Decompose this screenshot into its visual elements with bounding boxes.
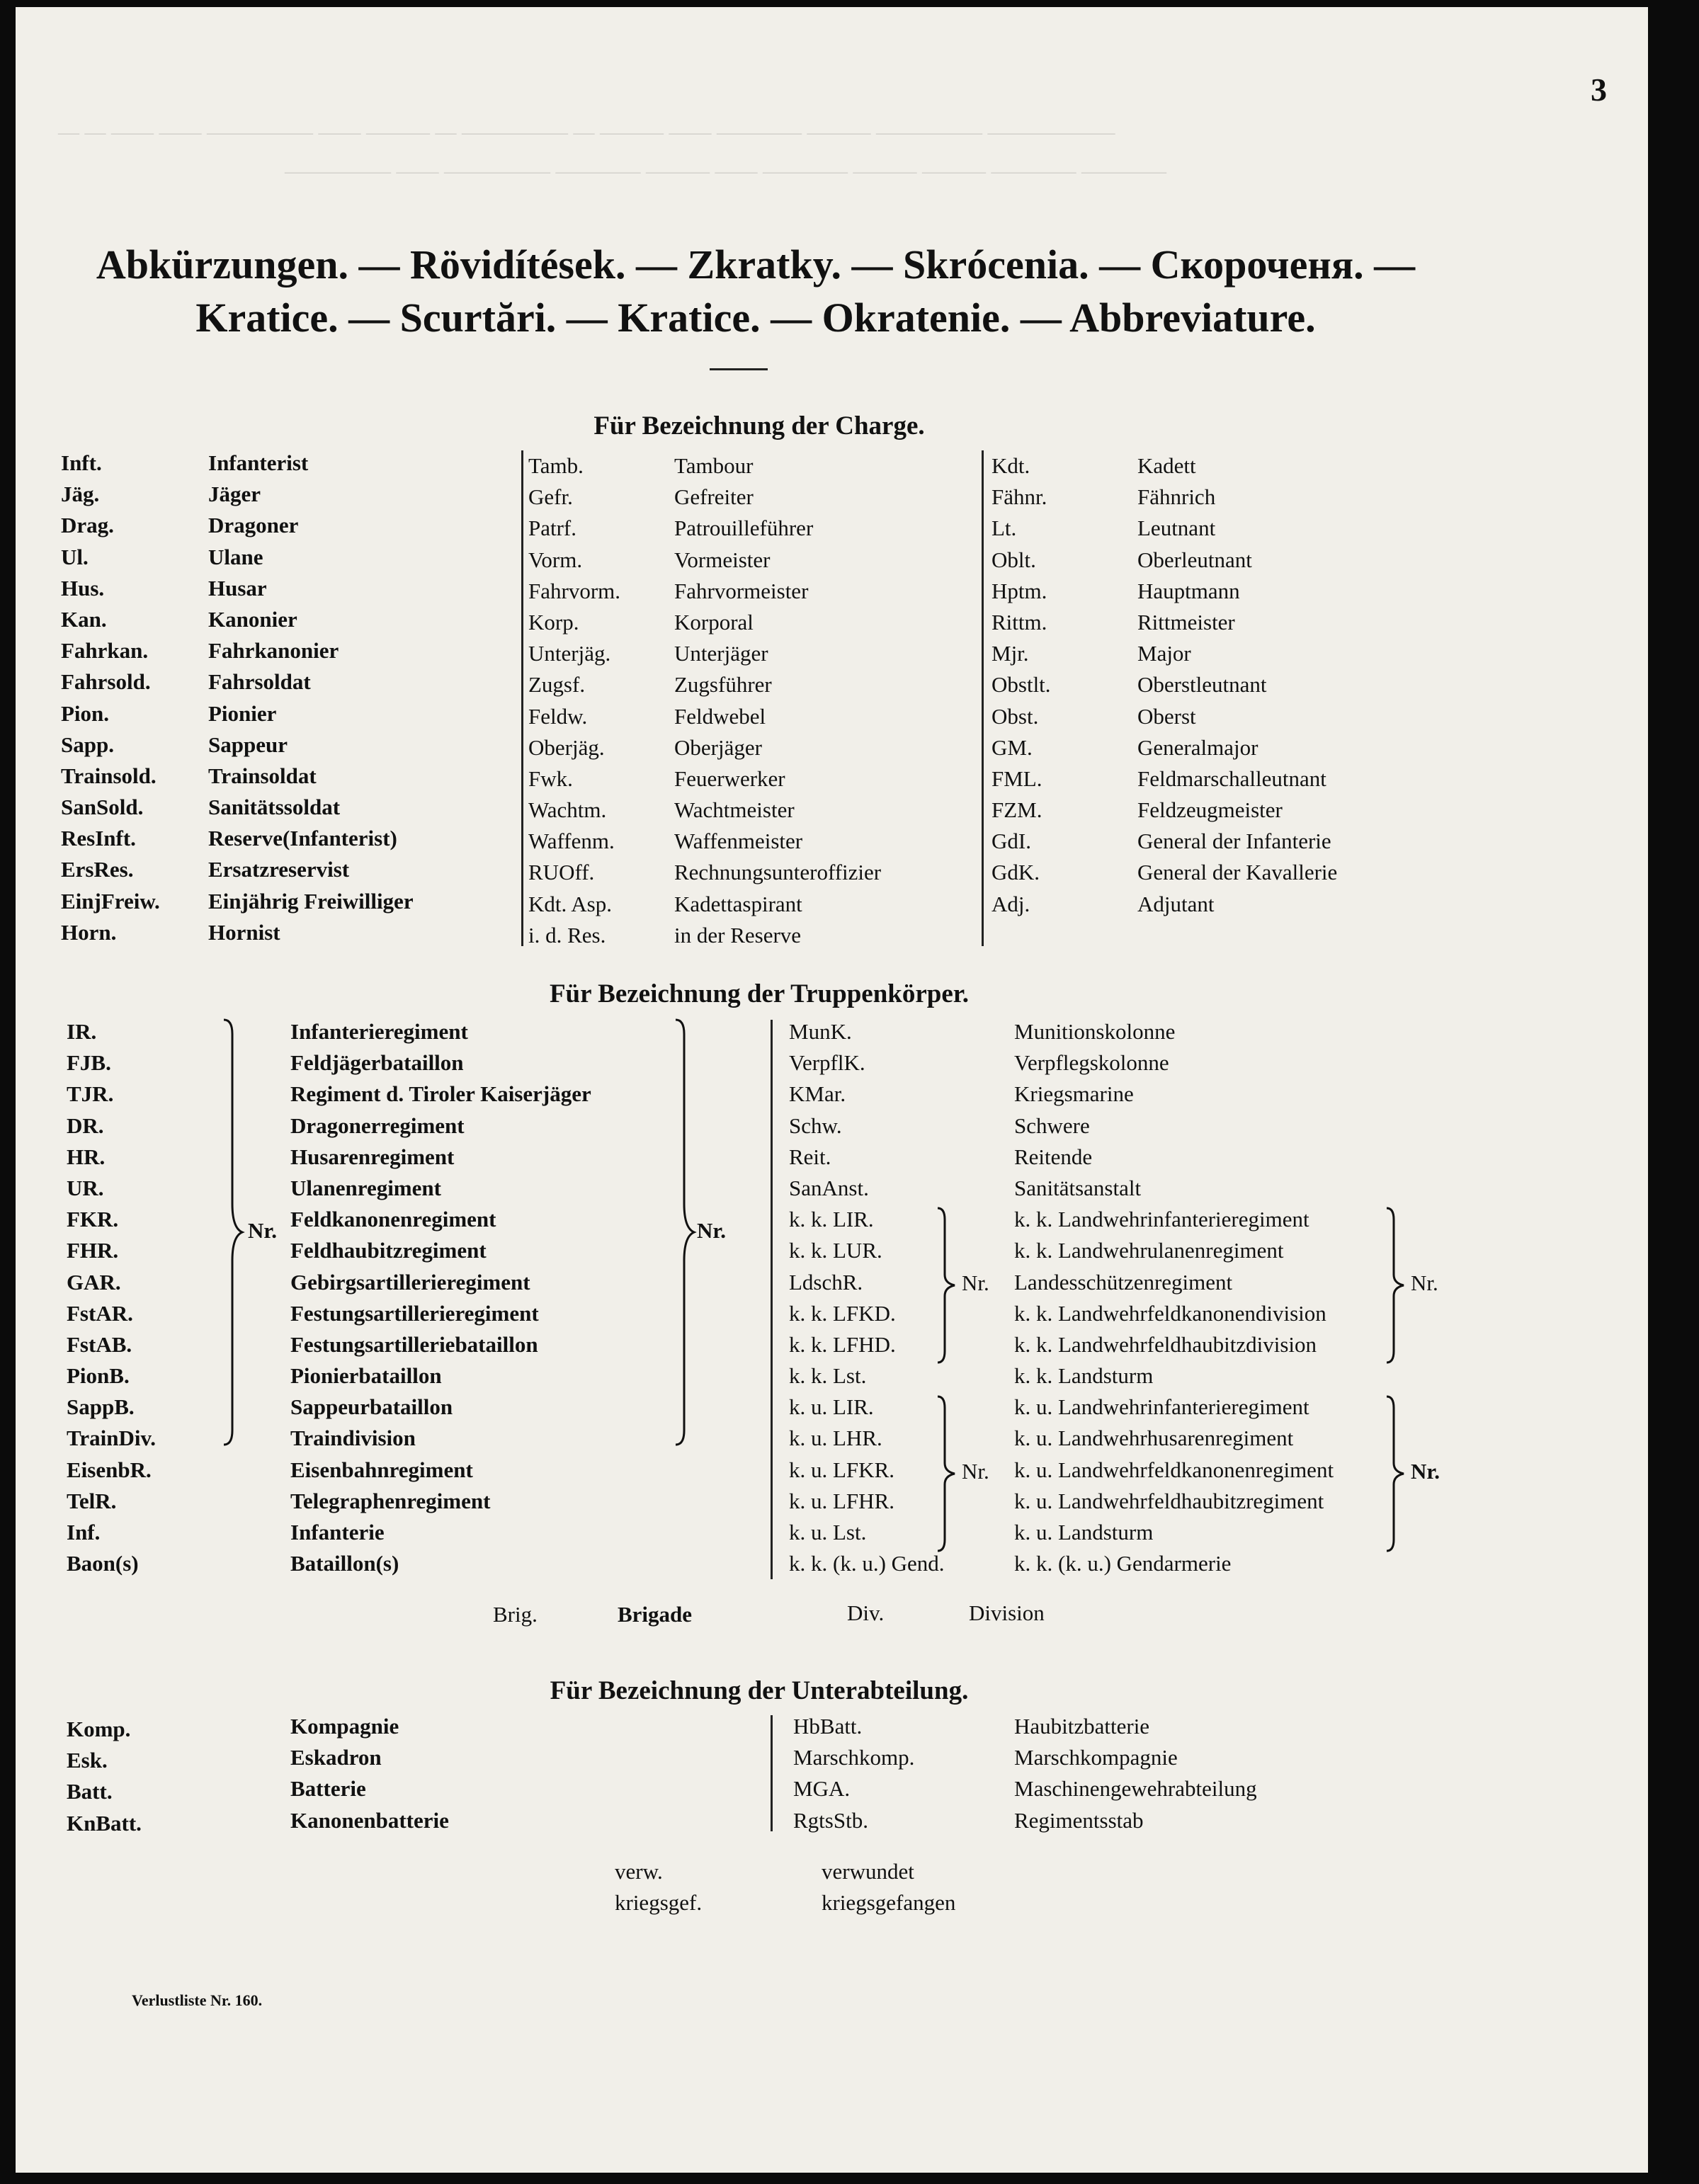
table-cell: Patrf.	[528, 516, 577, 541]
column-divider	[521, 450, 523, 946]
table-cell: Marschkomp.	[793, 1745, 915, 1770]
right-brace	[671, 1018, 700, 1446]
table-cell: Unterjäger	[674, 641, 768, 666]
table-cell: Adj.	[991, 891, 1030, 916]
table-cell: Sappeur	[208, 732, 288, 757]
misc-abbr-col	[615, 1855, 702, 1918]
page	[16, 7, 1648, 2173]
table-cell: Munitionskolonne	[1014, 1019, 1176, 1044]
table-cell: SappB.	[67, 1394, 135, 1420]
table-cell: General der Kavallerie	[1137, 860, 1338, 885]
table-cell: Unterjäg.	[528, 641, 611, 666]
troops-meaning-col-1	[290, 1016, 591, 1579]
table-cell: Reserve(Infanterist)	[208, 826, 397, 851]
nr-label: Nr.	[962, 1459, 989, 1484]
table-cell: Einjährig Freiwilliger	[208, 888, 414, 914]
table-cell: Komp.	[67, 1717, 131, 1741]
meaning-brigade: Brigade	[618, 1602, 693, 1627]
table-cell: VerpflK.	[789, 1050, 865, 1076]
table-cell: FstAB.	[67, 1331, 132, 1357]
table-cell: Infanterieregiment	[290, 1019, 468, 1044]
footer-verlustliste: Verlustliste Nr. 160.	[132, 1991, 263, 2009]
troops-abbr-col-1	[67, 1016, 156, 1579]
table-cell: Sapp.	[61, 732, 114, 757]
table-cell: Korporal	[674, 609, 754, 635]
table-cell: Festungsartillerieregiment	[290, 1300, 539, 1326]
table-cell: Hauptmann	[1137, 578, 1240, 603]
nr-label: Nr.	[1411, 1459, 1441, 1484]
table-cell: Oberst	[1137, 703, 1196, 729]
table-cell: Waffenmeister	[674, 829, 803, 854]
table-cell: MunK.	[789, 1019, 852, 1044]
table-cell: Jäg.	[61, 482, 100, 507]
table-cell: Trainsold.	[61, 763, 157, 788]
table-cell: General der Infanterie	[1137, 829, 1331, 854]
table-cell: Regimentsstab	[1014, 1807, 1144, 1833]
table-cell: Fahrsoldat	[208, 669, 311, 695]
charge-meaning-col-2	[674, 450, 881, 951]
table-cell: Sappeurbataillon	[290, 1394, 453, 1420]
table-cell: Landesschützenregiment	[1014, 1269, 1233, 1295]
table-cell: Major	[1137, 641, 1191, 666]
table-cell: Zugsf.	[528, 672, 586, 698]
table-cell: k. u. Landwehrfeldkanonenregiment	[1014, 1457, 1334, 1482]
table-cell: ErsRes.	[61, 857, 134, 882]
table-cell: EisenbR.	[67, 1457, 152, 1482]
table-cell: k. k. LFHD.	[789, 1331, 896, 1357]
table-cell: Fahrkanonier	[208, 638, 339, 664]
table-cell: Rechnungsunteroffizier	[674, 860, 882, 885]
table-cell: k. k. (k. u.) Gendarmerie	[1014, 1551, 1232, 1576]
table-cell: GAR.	[67, 1269, 121, 1295]
table-cell: UR.	[67, 1175, 104, 1200]
table-cell: k. u. Landwehrinfanterieregiment	[1014, 1394, 1309, 1420]
table-cell: Kdt. Asp.	[528, 891, 612, 916]
table-cell: RUOff.	[528, 860, 595, 885]
table-cell: Mjr.	[991, 641, 1029, 666]
table-cell: Horn.	[61, 919, 117, 945]
table-cell: Fahrsold.	[61, 669, 151, 695]
table-cell: k. k. Lst.	[789, 1363, 867, 1389]
table-cell: Feldw.	[528, 703, 588, 729]
table-cell: Gefreiter	[674, 484, 754, 510]
table-cell: k. u. LFHR.	[789, 1488, 894, 1513]
table-cell: kriegsgefangen	[822, 1890, 956, 1916]
table-cell: i. d. Res.	[528, 922, 606, 948]
table-cell: Wachtmeister	[674, 797, 795, 823]
table-cell: kriegsgef.	[615, 1890, 703, 1916]
table-cell: Kdt.	[991, 453, 1030, 478]
abbr-div: Div.	[847, 1600, 885, 1625]
subunit-abbr-col-1	[67, 1714, 142, 1839]
table-cell: Oberstleutnant	[1137, 672, 1267, 698]
page-number: 3	[1591, 72, 1607, 108]
table-cell: Wachtm.	[528, 797, 607, 823]
table-cell: Oberjäg.	[528, 734, 605, 760]
table-cell: KnBatt.	[67, 1810, 142, 1836]
title-divider	[710, 368, 768, 370]
table-cell: Verpflegskolonne	[1014, 1050, 1169, 1076]
table-cell: Telegraphenregiment	[290, 1488, 491, 1513]
table-cell: GdI.	[991, 829, 1031, 854]
table-cell: Leutnant	[1137, 516, 1216, 541]
table-cell: Kriegsmarine	[1014, 1081, 1134, 1107]
table-cell: Obst.	[991, 703, 1039, 729]
charge-abbr-col-2	[528, 450, 620, 951]
table-cell: Kadettaspirant	[674, 891, 802, 916]
table-cell: Feldkanonenregiment	[290, 1207, 496, 1232]
table-cell: Eisenbahnregiment	[290, 1457, 473, 1482]
table-cell: Kan.	[61, 606, 107, 632]
table-cell: Traindivision	[290, 1426, 416, 1451]
table-cell: k. u. Lst.	[789, 1520, 867, 1545]
table-cell: Reitende	[1014, 1144, 1093, 1169]
table-cell: Inf.	[67, 1520, 101, 1545]
table-cell: KMar.	[789, 1081, 846, 1107]
table-cell: EinjFreiw.	[61, 888, 160, 914]
table-cell: TelR.	[67, 1488, 117, 1513]
brace-landwehr-kk	[933, 1207, 962, 1364]
table-cell: Vorm.	[528, 547, 583, 572]
table-cell: Obstlt.	[991, 672, 1051, 698]
table-cell: Feldhaubitzregiment	[290, 1238, 487, 1263]
troops-abbr-col-2	[789, 1016, 945, 1579]
table-cell: Zugsführer	[674, 672, 772, 698]
table-cell: Eskadron	[290, 1745, 382, 1770]
table-cell: k. u. LHR.	[789, 1426, 882, 1451]
table-cell: Feldmarschalleutnant	[1137, 766, 1326, 791]
table-cell: verw.	[615, 1859, 663, 1884]
table-cell: Oberleutnant	[1137, 547, 1252, 572]
table-cell: Hptm.	[991, 578, 1047, 603]
brace-landwehr-kk-right	[1382, 1207, 1411, 1364]
table-cell: Lt.	[991, 516, 1017, 541]
table-cell: Bataillon(s)	[290, 1551, 399, 1576]
table-cell: Sanitätsanstalt	[1014, 1175, 1142, 1200]
table-cell: DR.	[67, 1113, 104, 1138]
table-cell: Rittmeister	[1137, 609, 1235, 635]
table-cell: Dragonerregiment	[290, 1113, 465, 1138]
table-cell: Kanonier	[208, 606, 297, 632]
table-cell: Oblt.	[991, 547, 1036, 572]
misc-meaning-col	[822, 1855, 955, 1918]
table-cell: Batt.	[67, 1779, 113, 1804]
table-cell: k. k. Landwehrfeldhaubitzdivision	[1014, 1331, 1317, 1357]
nr-label: Nr.	[697, 1218, 727, 1243]
table-cell: TJR.	[67, 1081, 114, 1107]
table-cell: GdK.	[991, 860, 1040, 885]
charge-meaning-col-1	[208, 448, 414, 948]
table-cell: Fahrvormeister	[674, 578, 809, 603]
table-cell: Rittm.	[991, 609, 1047, 635]
table-cell: Dragoner	[208, 513, 299, 538]
table-cell: SanAnst.	[789, 1175, 869, 1200]
table-cell: MGA.	[793, 1776, 851, 1802]
charge-meaning-col-3	[1137, 450, 1337, 920]
section-heading-troops: Für Bezeichnung der Truppenkörper.	[549, 979, 970, 1008]
brace-landwehr-ku	[933, 1395, 962, 1552]
table-cell: Esk.	[67, 1748, 108, 1773]
table-cell: Waffenm.	[528, 829, 615, 854]
nr-label: Nr.	[248, 1218, 278, 1243]
table-cell: Oberjäger	[674, 734, 762, 760]
table-cell: k. u. LFKR.	[789, 1457, 894, 1482]
table-cell: PionB.	[67, 1363, 130, 1389]
table-cell: GM.	[991, 734, 1033, 760]
table-cell: Pionierbataillon	[290, 1363, 442, 1389]
table-cell: Tamb.	[528, 453, 584, 478]
column-divider	[771, 1715, 773, 1831]
table-cell: Ulanenregiment	[290, 1175, 441, 1200]
table-cell: k. k. Landwehrfeldkanonendivision	[1014, 1300, 1326, 1326]
table-cell: Ersatzreservist	[208, 857, 350, 882]
table-cell: Fwk.	[528, 766, 573, 791]
table-cell: ResInft.	[61, 826, 136, 851]
table-cell: HbBatt.	[793, 1714, 863, 1739]
table-cell: Fahrvorm.	[528, 578, 621, 603]
table-cell: Sanitätssoldat	[208, 795, 341, 820]
table-cell: k. k. LFKD.	[789, 1300, 896, 1326]
table-cell: k. k. LUR.	[789, 1238, 882, 1263]
table-cell: RgtsStb.	[793, 1807, 868, 1833]
table-cell: Batterie	[290, 1776, 366, 1802]
table-cell: SanSold.	[61, 795, 144, 820]
subunit-meaning-col-2	[1014, 1711, 1257, 1836]
table-cell: Infanterist	[208, 450, 309, 475]
table-cell: Pion.	[61, 700, 110, 726]
table-cell: k. k. LIR.	[789, 1207, 874, 1232]
table-cell: Gebirgsartillerieregiment	[290, 1269, 530, 1295]
bleed-through-text: ————— —— ————— ———— ——— —— ———— ——— ——— ———— ————	[285, 159, 1166, 183]
table-cell: Pionier	[208, 700, 277, 726]
table-cell: Baon(s)	[67, 1551, 139, 1576]
table-cell: Patrouilleführer	[674, 516, 814, 541]
table-cell: Husar	[208, 575, 267, 601]
table-cell: k. k. Landwehrulanenregiment	[1014, 1238, 1284, 1263]
table-cell: Fahrkan.	[61, 638, 149, 664]
table-cell: verwundet	[822, 1859, 914, 1884]
table-cell: Marschkompagnie	[1014, 1745, 1178, 1770]
table-cell: Tambour	[674, 453, 754, 478]
table-cell: Drag.	[61, 513, 114, 538]
table-cell: LdschR.	[789, 1269, 863, 1295]
table-cell: FZM.	[991, 797, 1042, 823]
nr-label: Nr.	[1411, 1270, 1438, 1295]
table-cell: FHR.	[67, 1238, 119, 1263]
table-cell: Schwere	[1014, 1113, 1090, 1138]
table-cell: Reit.	[789, 1144, 831, 1169]
column-divider	[982, 450, 984, 946]
table-cell: Haubitzbatterie	[1014, 1714, 1150, 1739]
table-cell: k. u. LIR.	[789, 1394, 874, 1420]
charge-abbr-col-1	[61, 448, 160, 948]
table-cell: k. u. Landwehrhusarenregiment	[1014, 1426, 1294, 1451]
table-cell: Festungsartilleriebataillon	[290, 1331, 538, 1357]
table-cell: Ulane	[208, 544, 263, 569]
table-cell: FML.	[991, 766, 1042, 791]
column-divider	[771, 1020, 773, 1579]
table-cell: Fähnrich	[1137, 484, 1216, 510]
subunit-abbr-col-2	[793, 1711, 914, 1836]
table-cell: Feldjägerbataillon	[290, 1050, 464, 1076]
table-cell: Kadett	[1137, 453, 1196, 478]
table-cell: k. u. Landwehrfeldhaubitzregiment	[1014, 1488, 1324, 1513]
bleed-through-text: — — —— —— ————— —— ——— — ————— — ——— —— ———— ——— ————— ——————	[58, 120, 1115, 144]
troops-meaning-col-2	[1014, 1016, 1334, 1579]
table-cell: HR.	[67, 1144, 106, 1169]
table-cell: Vormeister	[674, 547, 771, 572]
table-cell: FJB.	[67, 1050, 111, 1076]
section-heading-subunit: Für Bezeichnung der Unterabteilung.	[550, 1676, 969, 1705]
table-cell: k. u. Landsturm	[1014, 1520, 1154, 1545]
table-cell: Hus.	[61, 575, 105, 601]
table-cell: FstAR.	[67, 1300, 133, 1326]
table-cell: Feldwebel	[674, 703, 766, 729]
table-cell: Jäger	[208, 482, 261, 507]
abbr-brig: Brig.	[493, 1602, 538, 1627]
table-cell: Kompagnie	[290, 1714, 399, 1739]
table-cell: Regiment d. Tiroler Kaiserjäger	[290, 1081, 591, 1107]
table-cell: in der Reserve	[674, 922, 802, 948]
table-cell: Gefr.	[528, 484, 573, 510]
table-cell: IR.	[67, 1019, 97, 1044]
meaning-division: Division	[969, 1600, 1045, 1625]
page-title-line-1: Abkürzungen. — Rövidítések. — Zkratky. — Skrócenia. — Скороченя. —	[96, 241, 1416, 288]
table-cell: Fähnr.	[991, 484, 1047, 510]
table-cell: FKR.	[67, 1207, 119, 1232]
subunit-meaning-col-1	[290, 1711, 449, 1836]
table-cell: Adjutant	[1137, 891, 1215, 916]
section-heading-charge: Für Bezeichnung der Charge.	[593, 411, 925, 440]
table-cell: Trainsoldat	[208, 763, 317, 788]
table-cell: Generalmajor	[1137, 734, 1258, 760]
nr-label: Nr.	[962, 1270, 989, 1295]
table-cell: Husarenregiment	[290, 1144, 455, 1169]
table-cell: TrainDiv.	[67, 1426, 157, 1451]
table-cell: Hornist	[208, 919, 280, 945]
left-brace	[220, 1018, 248, 1446]
table-cell: Maschinengewehrabteilung	[1014, 1776, 1257, 1802]
table-cell: Feldzeugmeister	[1137, 797, 1283, 823]
brace-landwehr-ku-right	[1382, 1395, 1411, 1552]
charge-abbr-col-3	[991, 450, 1051, 920]
page-title-line-2: Kratice. — Scurtări. — Kratice. — Okratenie. — Abbreviature.	[195, 295, 1316, 341]
table-cell: Kanonenbatterie	[290, 1807, 449, 1833]
table-cell: Schw.	[789, 1113, 842, 1138]
table-cell: Inft.	[61, 450, 102, 475]
table-cell: k. k. Landwehrinfanterieregiment	[1014, 1207, 1309, 1232]
table-cell: k. k. (k. u.) Gend.	[789, 1551, 945, 1576]
table-cell: k. k. Landsturm	[1014, 1363, 1154, 1389]
table-cell: Feuerwerker	[674, 766, 785, 791]
table-cell: Ul.	[61, 544, 89, 569]
table-cell: Korp.	[528, 609, 579, 635]
table-cell: Infanterie	[290, 1520, 385, 1545]
